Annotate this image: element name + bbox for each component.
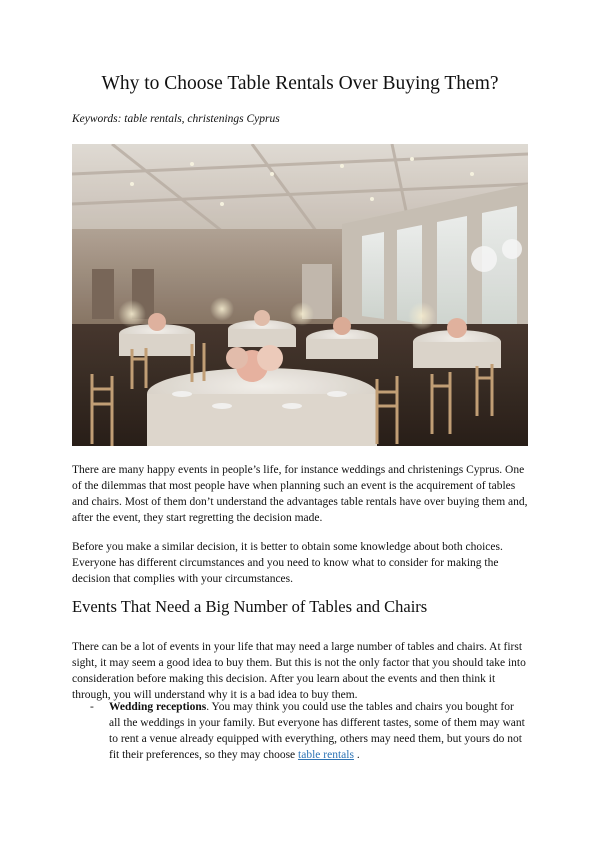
paragraph-decision: Before you make a similar decision, it is better to obtain some knowledge about both choices. Everyone has different circumstances and you need to know what to consider for making the decision that complies with your circumstances. (72, 541, 503, 585)
bullet-text (109, 699, 528, 763)
banquet-hall-illustration (72, 144, 528, 446)
bullet-body: . You may think you could use the tables and chairs you bought for all the weddings in your family. But everyone has different tastes, some of them may want to rent a venue already equipped with everything, others may need them, but yours do not fit their preferences, so they may choose (109, 701, 525, 761)
bullet-bold-lead: Wedding receptions (109, 701, 207, 713)
bullet-dash: - (90, 701, 94, 713)
table-rentals-link[interactable]: table rentals (298, 749, 354, 761)
section-heading: Events That Need a Big Number of Tables and Chairs (72, 597, 428, 616)
paragraph-intro: There are many happy events in people’s life, for instance weddings and christenings Cyprus. One of the dilemmas that most people have when planning such an event is the acquirement of tables and chairs. Most of them don’t understand the advantages table rentals have over buying them and, after the event, they start regretting the decision made. (72, 464, 528, 524)
page-title: Why to Choose Table Rentals Over Buying Them? (101, 73, 499, 94)
paragraph-events: There can be a lot of events in your life that may need a large number of tables and chairs. At first sight, it may seem a good idea to buy them. But this is not the only factor that you should take into consideration before making this decision. After you learn about the events and then think it through, you will understand why it is a bad idea to buy them. (72, 641, 526, 701)
banquet-hall-photo (72, 144, 528, 446)
bullet-end: . (353, 749, 360, 761)
keywords-line: Keywords: table rentals, christenings Cyprus (72, 113, 280, 125)
list-item-wedding-receptions (90, 699, 528, 763)
